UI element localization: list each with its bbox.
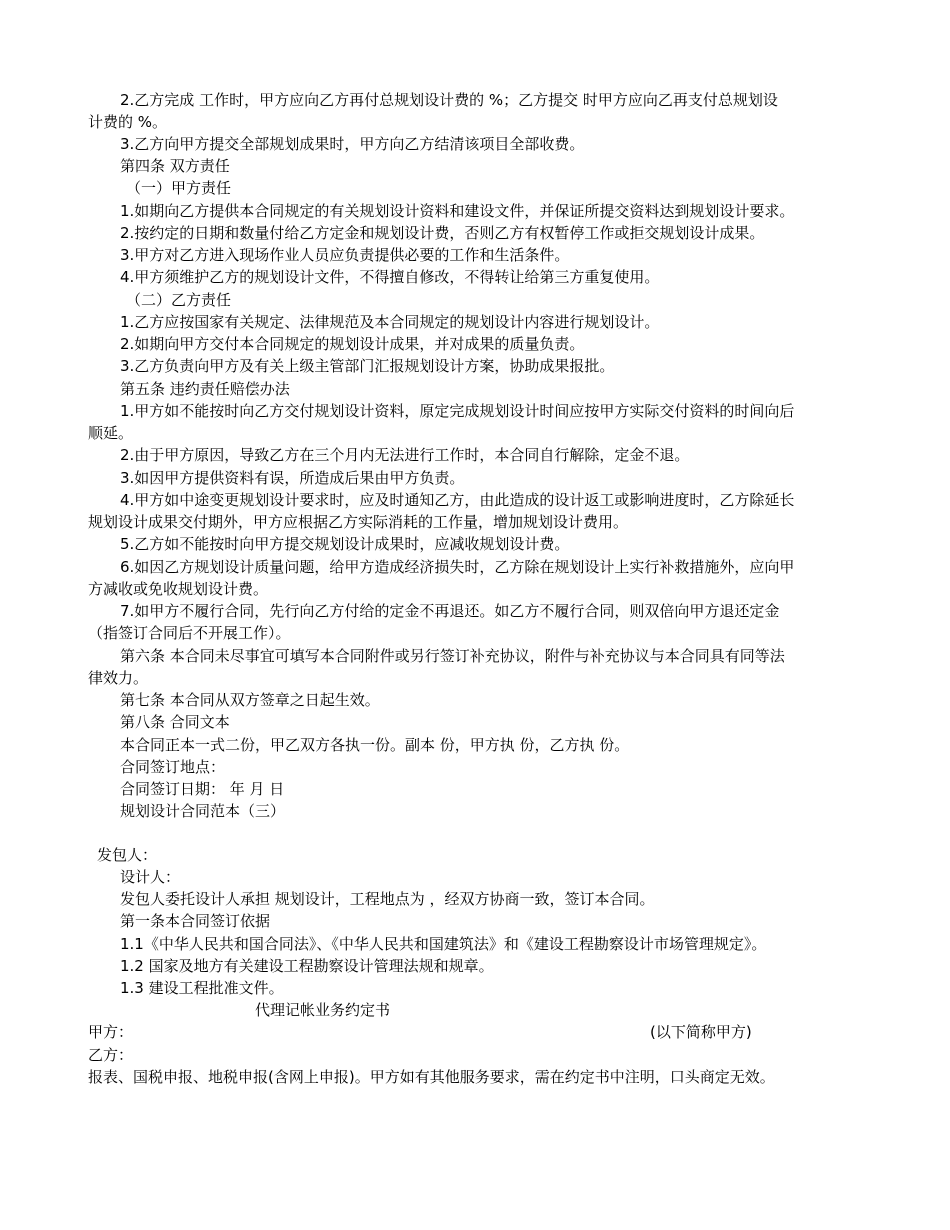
text-line: 发包人委托设计人承担 规划设计，工程地点为 ，经双方协商一致，签订本合同。	[120, 890, 655, 908]
section-heading: 第一条本合同签订依据	[120, 912, 271, 930]
text-line: 发包人：	[97, 846, 158, 864]
text-line: 3.甲方对乙方进入现场作业人员应负责提供必要的工作和生活条件。	[120, 246, 570, 264]
text-line: 2.如期向甲方交付本合同规定的规划设计成果，并对成果的质量负责。	[120, 335, 585, 353]
document-subtitle: 规划设计合同范本（三）	[120, 802, 286, 820]
text-line: 合同签订日期： 年 月 日	[120, 780, 285, 798]
text-line: 7.如甲方不履行合同，先行向乙方付给的定金不再退还。如乙方不履行合同，则双倍向甲方退还定金	[120, 602, 780, 620]
section-heading: 第七条 本合同从双方签章之日起生效。	[120, 691, 380, 709]
text-line: 1.2 国家及地方有关建设工程勘察设计管理法规和规章。	[120, 957, 494, 975]
party-a-label: 甲方：	[88, 1023, 134, 1041]
text-line: 2.由于甲方原因，导致乙方在三个月内无法进行工作时，本合同自行解除，定金不退。	[120, 446, 690, 464]
text-line: 1.如期向乙方提供本合同规定的有关规划设计资料和建设文件，并保证所提交资料达到规划设计要求。	[120, 202, 795, 220]
text-line: 计费的 %。	[88, 113, 168, 131]
text-line: 合同签订地点：	[120, 758, 226, 776]
text-line: 律效力。	[88, 669, 149, 687]
text-line: （指签订合同后不开展工作）。	[88, 624, 291, 642]
text-line: 本合同正本一式二份，甲乙双方各执一份。副本 份，甲方执 份，乙方执 份。	[120, 736, 630, 754]
section-heading: 第八条 合同文本	[120, 713, 230, 731]
text-line: 4.甲方如中途变更规划设计要求时，应及时通知乙方，由此造成的设计返工或影响进度时，乙方除延长	[120, 491, 795, 509]
text-line: 规划设计成果交付期外，甲方应根据乙方实际消耗的工作量，增加规划设计费用。	[88, 513, 629, 531]
text-line: 6.如因乙方规划设计质量问题，给甲方造成经济损失时，乙方除在规划设计上实行补救措施外，应向甲	[120, 558, 795, 576]
subsection-heading: （一）甲方责任	[126, 179, 232, 197]
text-line: 3.如因甲方提供资料有误，所造成后果由甲方负责。	[120, 469, 465, 487]
text-line: 2.按约定的日期和数量付给乙方定金和规划设计费，否则乙方有权暂停工作或拒交规划设计成果。	[120, 224, 765, 242]
party-a-note: (以下简称甲方)	[650, 1023, 752, 1041]
text-line: 1.1《中华人民共和国合同法》、《中华人民共和国建筑法》和《建设工程勘察设计市场管理规定》。	[120, 935, 767, 953]
text-line: 1.3 建设工程批准文件。	[120, 979, 284, 997]
text-line: 3.乙方负责向甲方及有关上级主管部门汇报规划设计方案，协助成果报批。	[120, 357, 615, 375]
text-line: 顺延。	[88, 424, 134, 442]
document-title: 代理记帐业务约定书	[255, 1001, 391, 1019]
text-line: 方减收或免收规划设计费。	[88, 580, 269, 598]
section-heading: 第五条 违约责任赔偿办法	[120, 380, 290, 398]
text-line: 报表、国税申报、地税申报(含网上申报)。甲方如有其他服务要求，需在约定书中注明，口头商定无效。	[88, 1068, 775, 1086]
section-heading: 第六条 本合同未尽事宜可填写本合同附件或另行签订补充协议，附件与补充协议与本合同具有同等法	[120, 647, 785, 665]
section-heading: 第四条 双方责任	[120, 157, 230, 175]
party-b-label: 乙方：	[88, 1046, 134, 1064]
text-line: 设计人：	[120, 868, 181, 886]
subsection-heading: （二）乙方责任	[126, 291, 232, 309]
text-line: 1.乙方应按国家有关规定、法律规范及本合同规定的规划设计内容进行规划设计。	[120, 313, 660, 331]
text-line: 1.甲方如不能按时向乙方交付规划设计资料，原定完成规划设计时间应按甲方实际交付资料的时间向后	[120, 402, 795, 420]
text-line: 3.乙方向甲方提交全部规划成果时，甲方向乙方结清该项目全部收费。	[120, 135, 585, 153]
text-line: 5.乙方如不能按时向甲方提交规划设计成果时，应减收规划设计费。	[120, 535, 570, 553]
text-line: 4.甲方须维护乙方的规划设计文件，不得擅自修改，不得转让给第三方重复使用。	[120, 268, 660, 286]
text-line: 2.乙方完成 工作时，甲方应向乙方再付总规划设计费的 %；乙方提交 时甲方应向乙再支付总规划设	[120, 91, 778, 109]
